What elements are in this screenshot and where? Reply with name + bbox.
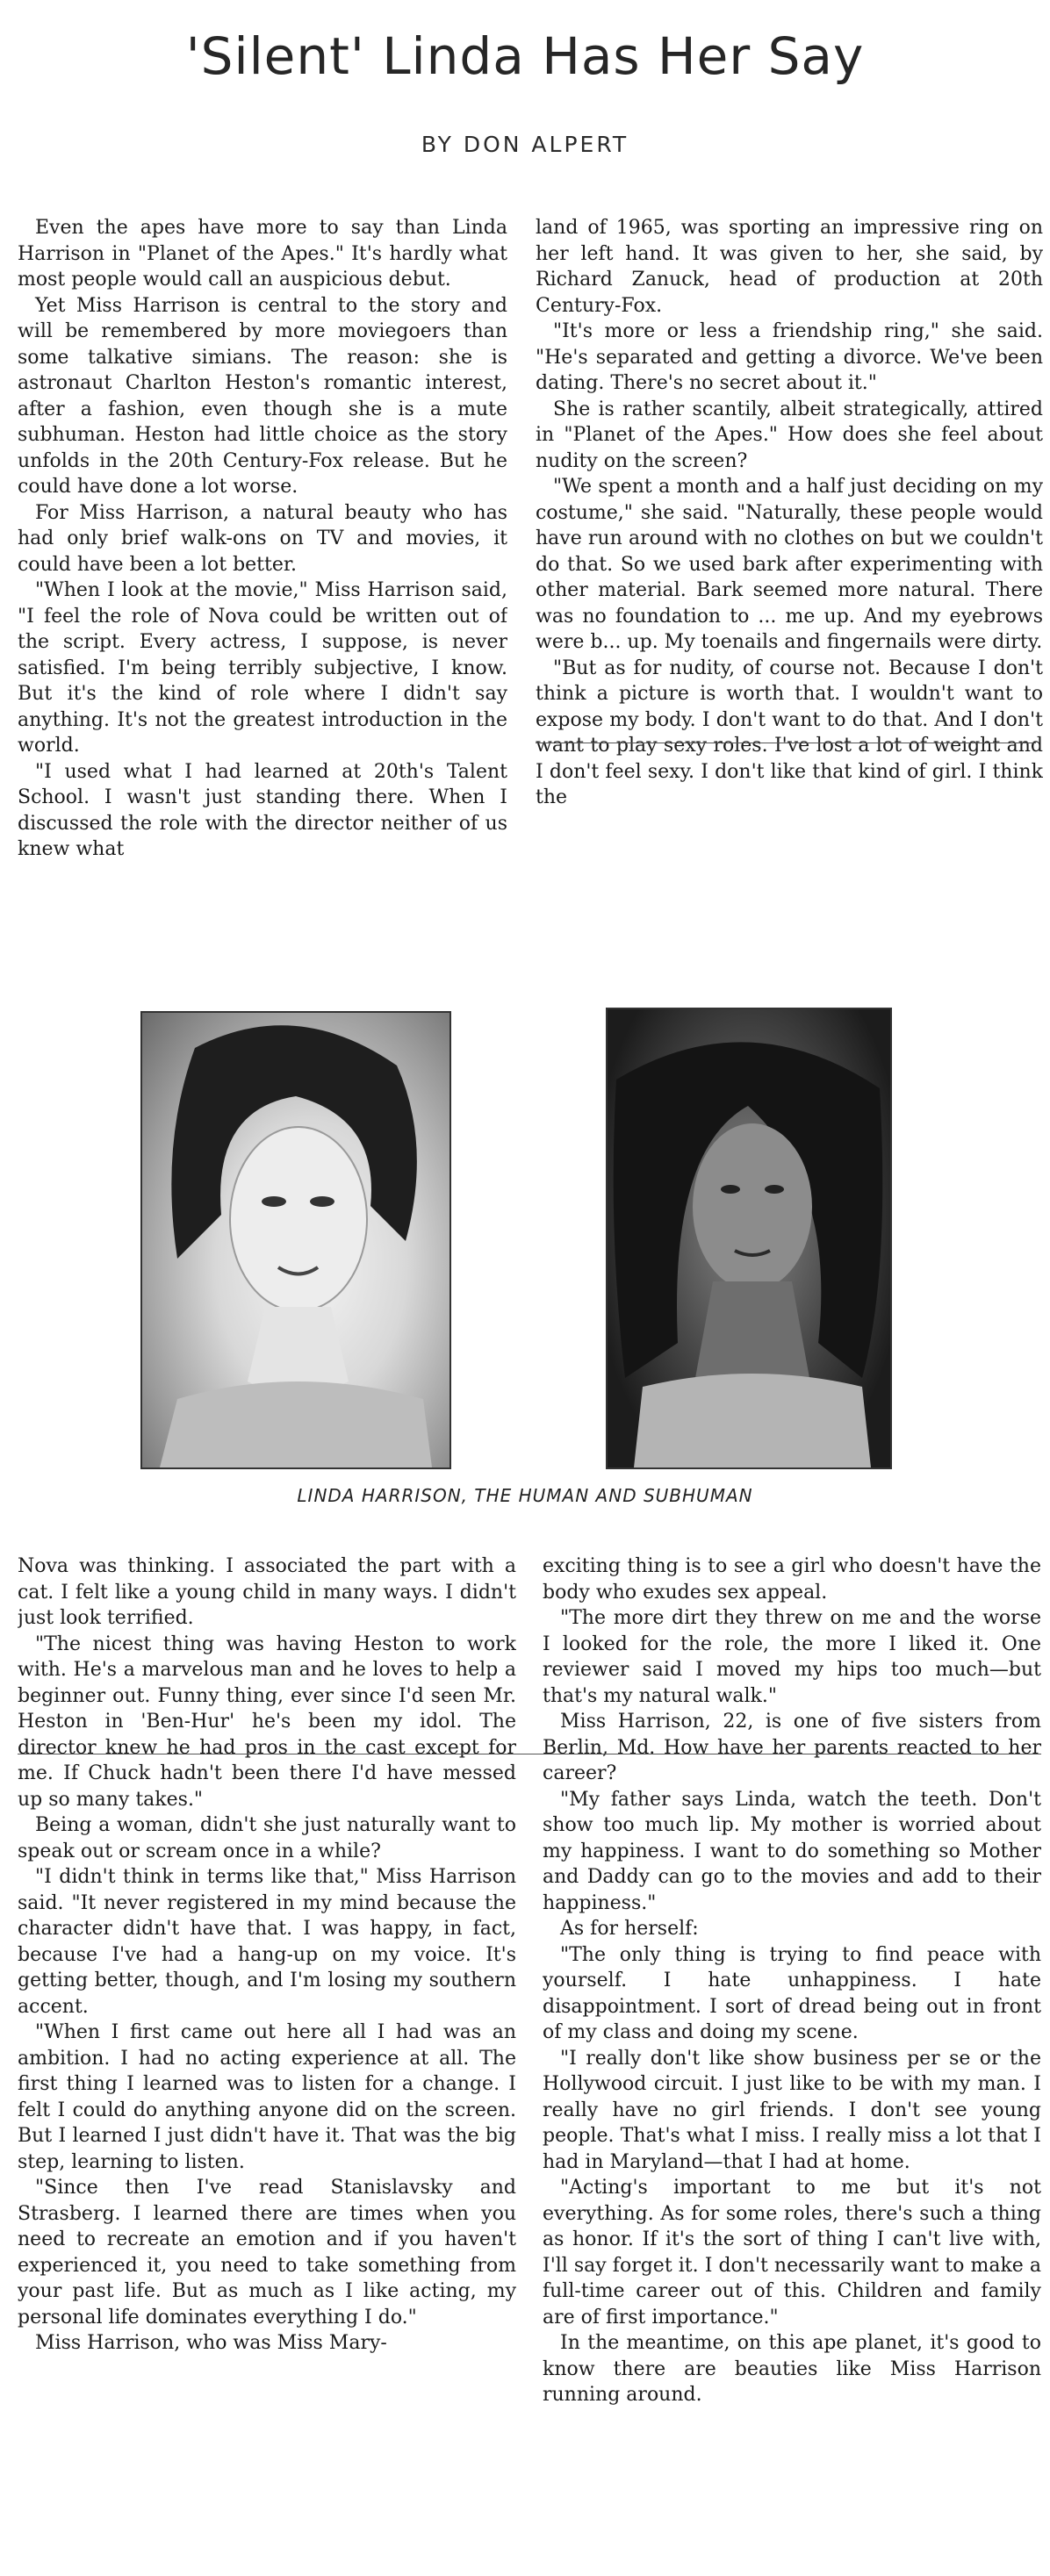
paragraph: "We spent a month and a half just deciding on my costume," she said. "Naturally, these people would have run around with no clothes on but we couldn't do that. So we used bark after experimenting with other material. Bark seemed more natural. There was no foundation to ... me up. And my eyebrows were b... up. My toenails and fingernails were dirty. bbox=[536, 476, 1043, 653]
article-column-1 bbox=[18, 215, 507, 996]
paragraph: "When I first came out here all I had was an ambition. I had no acting experience at all. The first thing I learned was to listen for a change. I felt I could do anything anyone did on the screen. But I learned I just didn't have it. That was the big step, learning to listen. bbox=[18, 2021, 516, 2173]
paragraph: Being a woman, didn't she just naturally want to speak out or scream once in a while? bbox=[18, 1814, 516, 1862]
paragraph: exciting thing is to see a girl who doesn't have the body who exudes sex appeal. bbox=[543, 1555, 1041, 1604]
portrait-subhuman-image bbox=[608, 1009, 890, 1467]
paragraph: "The nicest thing was having Heston to work with. He's a marvelous man and he loves to help a beginner out. Funny thing, ever since I'd seen Mr. Heston in 'Ben-Hur' he's been my idol. The director knew he had pros in the cast except for me. If Chuck hadn't been there I'd have messed up so many takes." bbox=[18, 1632, 516, 1811]
photo-caption: LINDA HARRISON, THE HUMAN AND SUBHUMAN bbox=[297, 1485, 753, 1506]
paragraph: "My father says Linda, watch the teeth. Don't show too much lip. My mother is worried about my happiness. I want to do something so Mother and Daddy can go to the movies and add to their happiness." bbox=[543, 1788, 1041, 1914]
paragraph: "But as for nudity, of course not. Because I don't think a picture is worth that. I wouldn't want to expose my body. I don't want to do that. And I don't want to play sexy roles. I've lost a lot of weight and I don't feel sexy. I don't like that kind of girl. I think the bbox=[536, 657, 1043, 808]
paragraph: In the meantime, on this ape planet, it's good to know there are beauties like Miss Harrison running around. bbox=[543, 2332, 1041, 2406]
paragraph: Miss Harrison, who was Miss Mary- bbox=[35, 2332, 387, 2354]
paragraph: "When I look at the movie," Miss Harrison said, "I feel the role of Nova could be written out of the script. Every actress, I suppose, is never satisfied. I'm being terribly subjective, I know. But it's the kind of role where I didn't say anything. It's not the greatest introduction in the world. bbox=[18, 579, 507, 757]
paragraph: "The only thing is trying to find peace with yourself. I hate unhappiness. I hate disappointment. I sort of dread being out in front of my class and doing my scene. bbox=[543, 1943, 1041, 2043]
byline: BY DON ALPERT bbox=[421, 132, 629, 157]
paragraph: Even the apes have more to say than Linda Harrison in "Planet of the Apes." It's hardly what most people would call an auspicious debut. bbox=[18, 217, 507, 291]
paragraph: Yet Miss Harrison is central to the story and will be remembered by more moviegoers than some talkative simians. The reason: she is astronaut Charlton Heston's romantic interest, after a fashion, even though she is a mute subhuman. Heston had little choice as the story unfolds in the 20th Century-Fox release. But he could have done a lot worse. bbox=[18, 294, 507, 498]
paragraph: Miss Harrison, 22, is one of five sisters from Berlin, Md. How have her parents reacted to her career? bbox=[543, 1711, 1041, 1784]
paragraph: Nova was thinking. I associated the part with a cat. I felt like a young child in many ways. I didn't just look terrified. bbox=[18, 1555, 516, 1629]
portrait-human-image bbox=[142, 1013, 449, 1467]
paragraph: "It's more or less a friendship ring," she said. "He's separated and getting a divorce. We've been dating. There's no secret about it." bbox=[536, 320, 1043, 394]
paragraph: "The more dirt they threw on me and the worse I looked for the role, the more I liked it. One reviewer said I moved my hips too much—but that's my natural walk." bbox=[543, 1607, 1041, 1707]
paragraph: "I didn't think in terms like that," Miss Harrison said. "It never registered in my mind because the character didn't have that. I was happy, in fact, because I've had a hang-up on my voice. It's getting better, though, and I'm losing my southern accent. bbox=[18, 1866, 516, 2018]
paragraph: "I really don't like show business per se or the Hollywood circuit. I just like to be with my man. I really have no girl friends. I don't see young people. That's what I miss. I really miss a lot that I had in Maryland—that I had at home. bbox=[543, 2047, 1041, 2173]
paragraph: "I used what I had learned at 20th's Talent School. I wasn't just standing there. When I discussed the role with the director neither of us knew what bbox=[18, 760, 507, 860]
paragraph: For Miss Harrison, a natural beauty who has had only brief walk-ons on TV and movies, it could have been a lot better. bbox=[18, 501, 507, 576]
photo-linda-subhuman bbox=[606, 1008, 892, 1469]
paragraph: "Acting's important to me but it's not everything. As for some roles, there's such a thing as honor. If it's the sort of thing I can't live with, I'll say forget it. I don't necessarily want to make a full-time career out of this. Children and family are of first importance." bbox=[543, 2177, 1041, 2328]
photo-linda-human bbox=[140, 1011, 451, 1469]
paragraph: She is rather scantily, albeit strategically, attired in "Planet of the Apes." How does she feel about nudity on the screen? bbox=[536, 398, 1043, 472]
article-column-2 bbox=[536, 215, 1043, 996]
paragraph: land of 1965, was sporting an impressive ring on her left hand. It was given to her, she said, by Richard Zanuck, head of production at 20th Century-Fox. bbox=[536, 217, 1043, 317]
article-column-3 bbox=[18, 1553, 516, 2572]
paragraph: As for herself: bbox=[560, 1918, 699, 1940]
headline: 'Silent' Linda Has Her Say bbox=[185, 26, 865, 86]
article-column-4 bbox=[543, 1553, 1041, 2572]
paragraph: "Since then I've read Stanislavsky and Strasberg. I learned there are times when you need to recreate an emotion and if you haven't experienced it, you need to take something from your past life. But as much as I like acting, my personal life dominates everything I do." bbox=[18, 2177, 516, 2328]
